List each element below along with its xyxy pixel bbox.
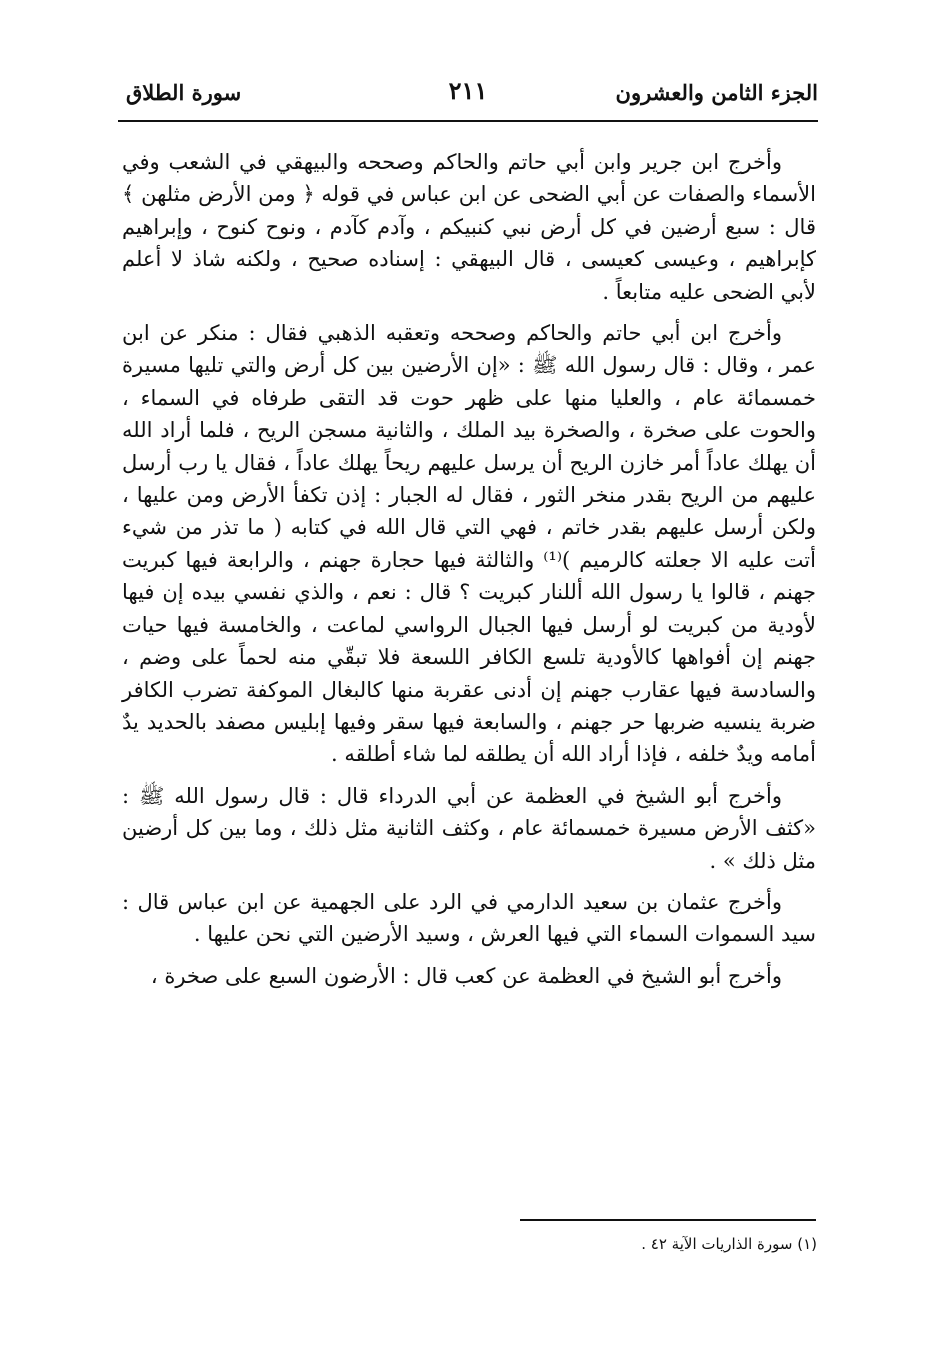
paragraph-4: وأخرج عثمان بن سعيد الدارمي في الرد على الجهمية عن ابن عباس قال : سيد السموات السماء التي فيها العرش ، وسيد الأرضين التي نحن عليها .: [122, 889, 816, 947]
surah-title: سورة الطلاق: [126, 80, 242, 105]
header-rule: [118, 120, 818, 122]
paragraph-5: وأخرج أبو الشيخ في العظمة عن كعب قال : الأرضون السبع على صخرة ،: [150, 963, 782, 988]
footnote: (١) سورة الذاريات الآية ٤٢ .: [641, 1235, 817, 1253]
paragraph-2: وأخرج ابن أبي حاتم والحاكم وصححه وتعقبه الذهبي فقال : منكر عن ابن عمر ، وقال : قال رسول الله ﷺ : «إن الأرضين بين كل أرض والتي تليها مسيرة خمسمائة عام ، والعليا منها على ظهر حوت قد التقى طرفاه في السماء ، والحوت على صخرة ، والصخرة بيد الملك ، والثانية مسجن الريح ، فلما أراد الله أن يهلك عاداً أمر خازن الريح أن يرسل عليهم ريحاً يهلك عاداً ، فقال يا رب أرسل عليهم من الريح بقدر منخر الثور ، فقال له الجبار : إذن تكفأ الأرض ومن عليها ، ولكن أرسل عليهم بقدر خاتم ، فهي التي قال الله في كتابه ( ما تذر من شيء أتت عليه الا جعلته كالرميم )⁽¹⁾ والثالثة فيها حجارة جهنم ، والرابعة فيها كبريت جهنم ، قالوا يا رسول الله أللنار كبريت ؟ قال : نعم ، والذي نفسي بيده إن فيها لأودية من كبريت لو أرسل فيها الجبال الرواسي لماعت ، والخامسة فيها حيات جهنم إن أفواهها كالأودية تلسع الكافر اللسعة فلا تبقّي منه لحماً على وضم ، والسادسة فيها عقارب جهنم إن أدنى عقربة منها كالبغال الموكفة تضرب الكافر ضربة ينسيه ضربها حر جهنم ، والسابعة فيها سقر وفيها إبليس مصفد بالحديد يدٌ أمامه ويدٌ خلفه ، فإذا أراد الله أن يطلقه لما شاء أطلقه .: [122, 321, 816, 767]
paragraph-3: وأخرج أبو الشيخ في العظمة عن أبي الدرداء قال : قال رسول الله ﷺ : «كثف الأرض مسيرة خمسمائة عام ، وكثف الثانية مثل ذلك ، وما بين كل أرضين مثل ذلك » .: [122, 783, 816, 873]
page-body: [122, 146, 816, 1001]
page-number: ٢١١: [448, 76, 488, 105]
running-header: [118, 68, 818, 118]
part-title: الجزء الثامن والعشرون: [615, 80, 818, 105]
footnote-rule: [520, 1219, 816, 1221]
paragraph-1: وأخرج ابن جرير وابن أبي حاتم والحاكم وصححه والبيهقي في الشعب وفي الأسماء والصفات عن أبي الضحى عن ابن عباس في قوله ﴿ ومن الأرض مثلهن ﴾ قال : سبع أرضين في كل أرض نبي كنبيكم ، وآدم كآدم ، ونوح كنوح ، وإبراهيم كإبراهيم ، وعيسى كعيسى ، قال البيهقي : إسناده صحيح ، ولكنه شاذ لا أعلم لأبي الضحى عليه متابعاً .: [122, 150, 816, 304]
